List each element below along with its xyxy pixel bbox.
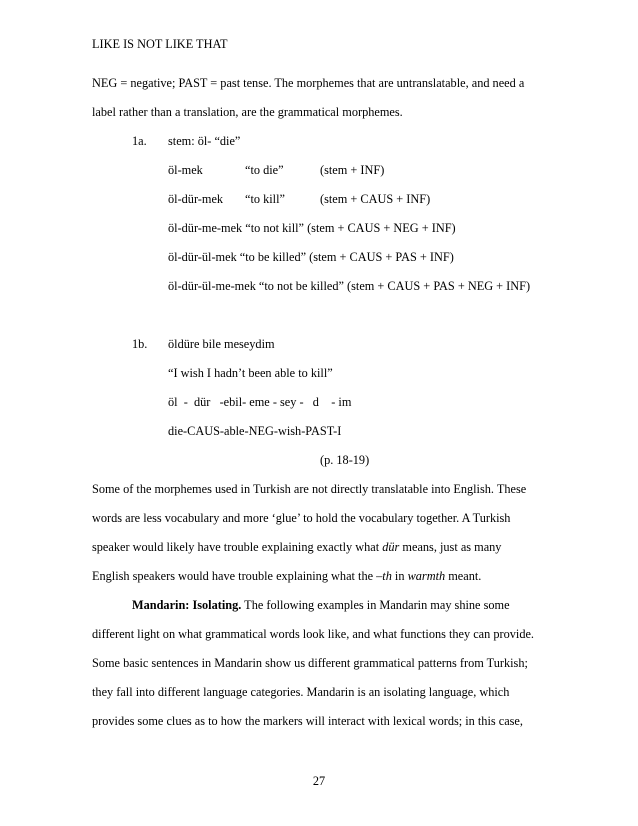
body-text: means, just as many — [399, 540, 502, 554]
example-1a-analysis: (stem + INF) — [320, 163, 385, 177]
body-line — [92, 570, 481, 582]
body-line: Some basic sentences in Mandarin show us different grammatical patterns from Turkish; — [92, 656, 528, 670]
example-1b-glosses: die-CAUS-able-NEG-wish-PAST-I — [168, 424, 342, 438]
example-1a-form: öl-dür-mek — [168, 192, 224, 206]
example-1a-gloss: “to kill” — [245, 192, 285, 206]
example-1a-long-row: öl-dür-ül-mek “to be killed” (stem + CAUS + PAS + INF) — [168, 250, 454, 264]
example-1a-stem: stem: öl- “die” — [168, 134, 241, 148]
example-1b-segments: öl - dür -ebil- eme - sey - d - im — [168, 395, 352, 409]
body-line: they fall into different language categories. Mandarin is an isolating language, which — [92, 685, 510, 699]
example-1b-sentence: öldüre bile meseydim — [168, 337, 275, 351]
example-1a-form: öl-mek — [168, 163, 203, 177]
body-text: English speakers would have trouble explaining what the — [92, 569, 377, 583]
body-line — [132, 599, 510, 611]
body-line: provides some clues as to how the markers will interact with lexical words; in this case, — [92, 714, 523, 728]
example-1a-label: 1a. — [132, 134, 147, 148]
example-1a-analysis: (stem + CAUS + INF) — [320, 192, 431, 206]
example-1a-long-row: öl-dür-me-mek “to not kill” (stem + CAUS + NEG + INF) — [168, 221, 456, 235]
italic-term: –th — [376, 569, 392, 583]
intro-line-1: NEG = negative; PAST = past tense. The morphemes that are untranslatable, and need a — [92, 76, 525, 90]
example-1a-long-row: öl-dür-ül-me-mek “to not be killed” (stem + CAUS + PAS + NEG + INF) — [168, 279, 531, 293]
intro-line-2: label rather than a translation, are the grammatical morphemes. — [92, 105, 403, 119]
example-1b-label: 1b. — [132, 337, 148, 351]
body-line: words are less vocabulary and more ‘glue’ to hold the vocabulary together. A Turkish — [92, 511, 511, 525]
page-number: 27 — [312, 774, 326, 788]
italic-term: dür — [382, 540, 400, 554]
citation: (p. 18-19) — [320, 453, 370, 467]
italic-term: warmth — [407, 569, 446, 583]
running-header: LIKE IS NOT LIKE THAT — [92, 37, 228, 51]
body-text: in — [391, 569, 408, 583]
example-1a-gloss: “to die” — [245, 163, 284, 177]
body-text: speaker would likely have trouble explaining exactly what — [92, 540, 383, 554]
section-heading: Mandarin: Isolating. — [132, 598, 242, 612]
body-text: The following examples in Mandarin may shine some — [241, 598, 510, 612]
body-line: different light on what grammatical words look like, and what functions they can provide. — [92, 627, 535, 641]
example-1b-translation: “I wish I hadn’t been able to kill” — [168, 366, 333, 380]
body-text: meant. — [445, 569, 482, 583]
body-line: Some of the morphemes used in Turkish are not directly translatable into English. These — [92, 482, 527, 496]
body-line — [92, 541, 546, 553]
